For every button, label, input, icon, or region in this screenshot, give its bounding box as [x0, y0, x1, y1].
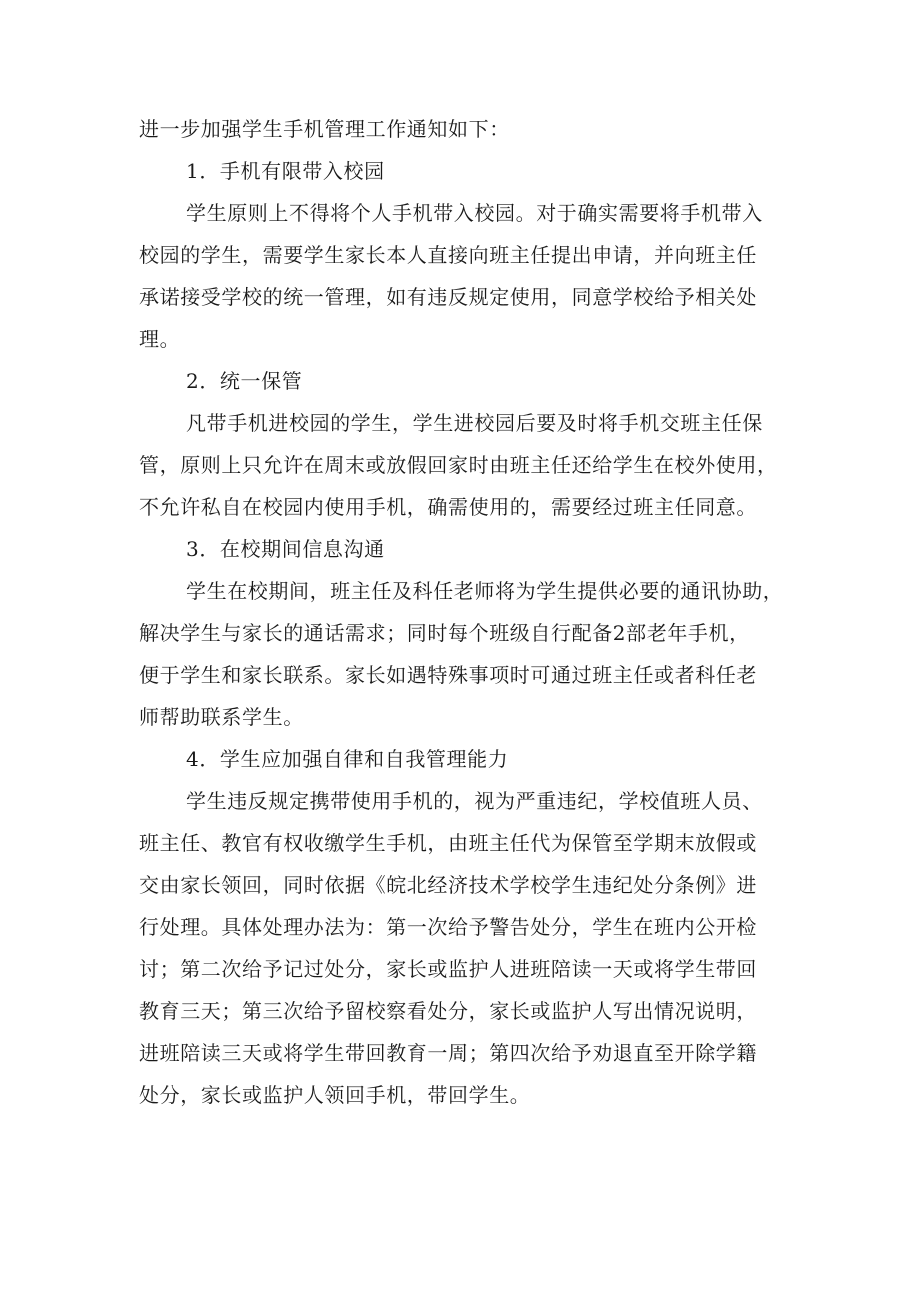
section-1-line: 理。 [139, 327, 181, 351]
section-4-line: 教育三天；第三次给予留校察看处分，家长或监护人写出情况说明， [139, 999, 757, 1023]
section-2-line: 不允许私自在校园内使用手机，确需使用的，需要经过班主任同意。 [139, 495, 757, 519]
section-4-line: 行处理。具体处理办法为：第一次给予警告处分，学生在班内公开检 [139, 915, 757, 939]
intro-line: 进一步加强学生手机管理工作通知如下： [139, 117, 510, 141]
section-4-line: 处分，家长或监护人领回手机，带回学生。 [139, 1083, 531, 1107]
section-3-line: 便于学生和家长联系。家长如遇特殊事项时可通过班主任或者科任老 [139, 663, 757, 687]
document-body [139, 112, 801, 1113]
section-4-heading: 4．学生应加强自律和自我管理能力 [186, 747, 509, 771]
section-3-heading: 3．在校期间信息沟通 [186, 537, 385, 561]
section-1-line: 校园的学生，需要学生家长本人直接向班主任提出申请，并向班主任 [139, 243, 757, 267]
section-2-line: 管，原则上只允许在周末或放假回家时由班主任还给学生在校外使用， [139, 453, 778, 477]
section-2-line: 凡带手机进校园的学生，学生进校园后要及时将手机交班主任保 [186, 411, 763, 435]
section-4-line: 交由家长领回，同时依据《皖北经济技术学校学生违纪处分条例》进 [139, 873, 757, 897]
section-3-line: 学生在校期间，班主任及科任老师将为学生提供必要的通讯协助， [186, 579, 784, 603]
section-1-line: 学生原则上不得将个人手机带入校园。对于确实需要将手机带入 [186, 201, 763, 225]
section-4-line: 班主任、教官有权收缴学生手机，由班主任代为保管至学期末放假或 [139, 831, 757, 855]
section-1-heading: 1．手机有限带入校园 [186, 159, 385, 183]
section-3-line: 解决学生与家长的通话需求；同时每个班级自行配备2部老年手机， [139, 621, 750, 645]
section-4-line: 讨；第二次给予记过处分，家长或监护人进班陪读一天或将学生带回 [139, 957, 757, 981]
section-4-line: 进班陪读三天或将学生带回教育一周；第四次给予劝退直至开除学籍 [139, 1041, 757, 1065]
section-4-line: 学生违反规定携带使用手机的，视为严重违纪，学校值班人员、 [186, 789, 763, 813]
section-1-line: 承诺接受学校的统一管理，如有违反规定使用，同意学校给予相关处 [139, 285, 757, 309]
section-2-heading: 2．统一保管 [186, 369, 303, 393]
section-3-line: 师帮助联系学生。 [139, 705, 304, 729]
